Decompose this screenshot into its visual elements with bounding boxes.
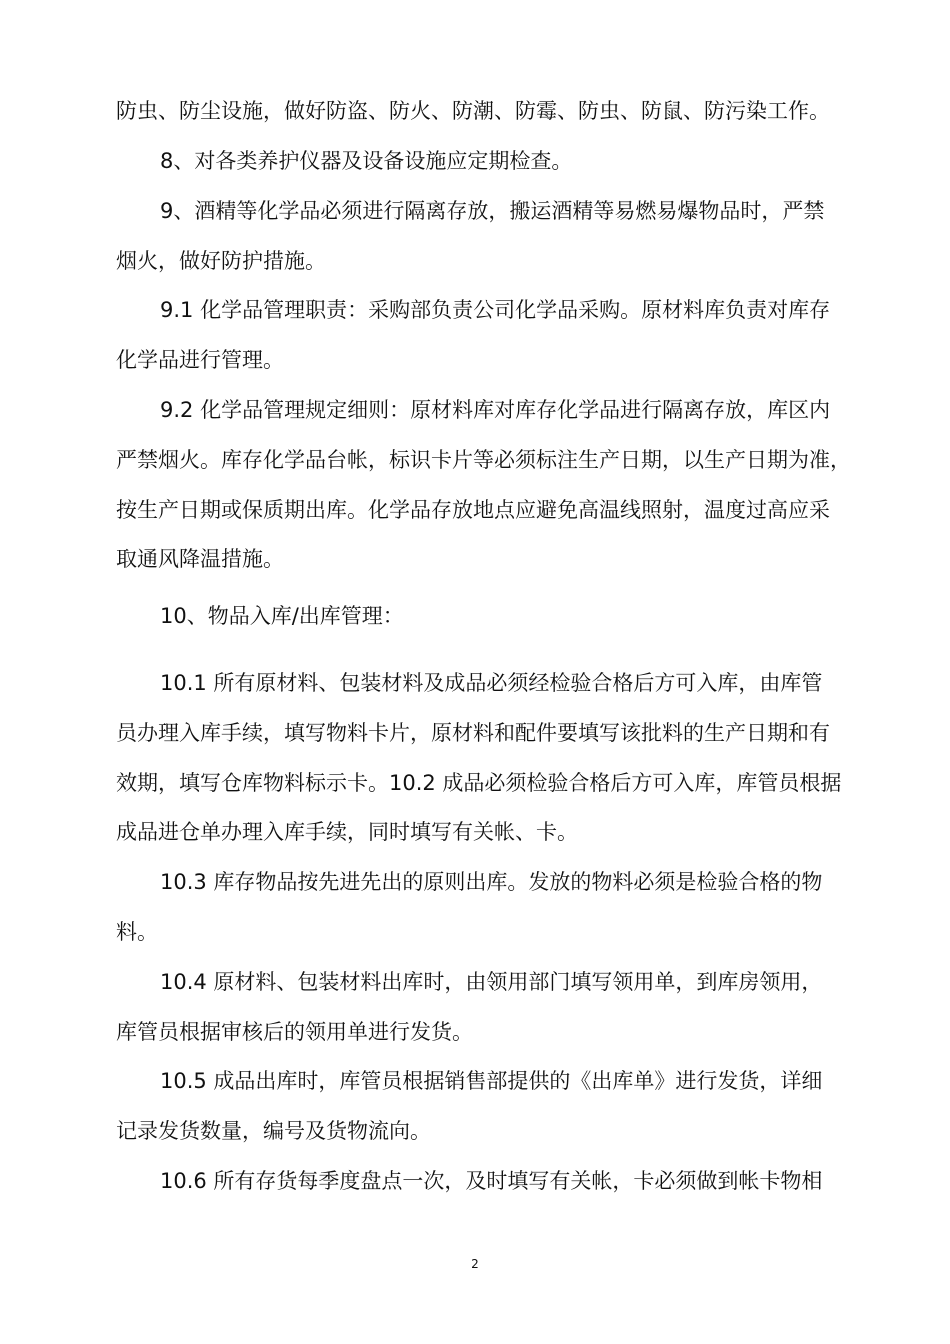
text-line: 9.2 化学品管理规定细则：原材料库对库存化学品进行隔离存放，库区内 [160,398,831,422]
text-line: 记录发货数量，编号及货物流向。 [116,1119,431,1143]
text-line: 员办理入库手续，填写物料卡片，原材料和配件要填写该批料的生产日期和有 [116,721,830,745]
page-number: 2 [471,1257,479,1271]
text-line: 料。 [116,920,158,944]
text-line: 10.1 所有原材料、包装材料及成品必须经检验合格后方可入库，由库管 [160,671,823,695]
text-line: 成品进仓单办理入库手续，同时填写有关帐、卡。 [116,820,578,844]
text-line: 10.5 成品出库时，库管员根据销售部提供的《出库单》进行发货，详细 [160,1069,823,1093]
text-line: 9、酒精等化学品必须进行隔离存放，搬运酒精等易燃易爆物品时，严禁 [160,199,825,223]
text-line: 8、对各类养护仪器及设备设施应定期检查。 [160,149,573,173]
text-line: 按生产日期或保质期出库。化学品存放地点应避免高温线照射，温度过高应采 [116,498,830,522]
text-line: 10.3 库存物品按先进先出的原则出库。发放的物料必须是检验合格的物 [160,870,823,894]
text-line: 取通风降温措施。 [116,547,284,571]
text-line: 严禁烟火。库存化学品台帐，标识卡片等必须标注生产日期，以生产日期为准， [116,448,851,472]
text-line: 9.1 化学品管理职责：采购部负责公司化学品采购。原材料库负责对库存 [160,298,831,322]
text-line: 库管员根据审核后的领用单进行发货。 [116,1020,473,1044]
text-line: 10.6 所有存货每季度盘点一次，及时填写有关帐，卡必须做到帐卡物相 [160,1169,823,1193]
text-line: 防虫、防尘设施，做好防盗、防火、防潮、防霉、防虫、防鼠、防污染工作。 [116,99,830,123]
text-line: 10.4 原材料、包装材料出库时，由领用部门填写领用单，到库房领用， [160,970,823,994]
text-line: 化学品进行管理。 [116,348,284,372]
section-heading: 10、物品入库/出库管理： [160,604,404,628]
text-line: 效期，填写仓库物料标示卡。10.2 成品必须检验合格后方可入库，库管员根据 [116,771,842,795]
text-line: 烟火，做好防护措施。 [116,249,326,273]
